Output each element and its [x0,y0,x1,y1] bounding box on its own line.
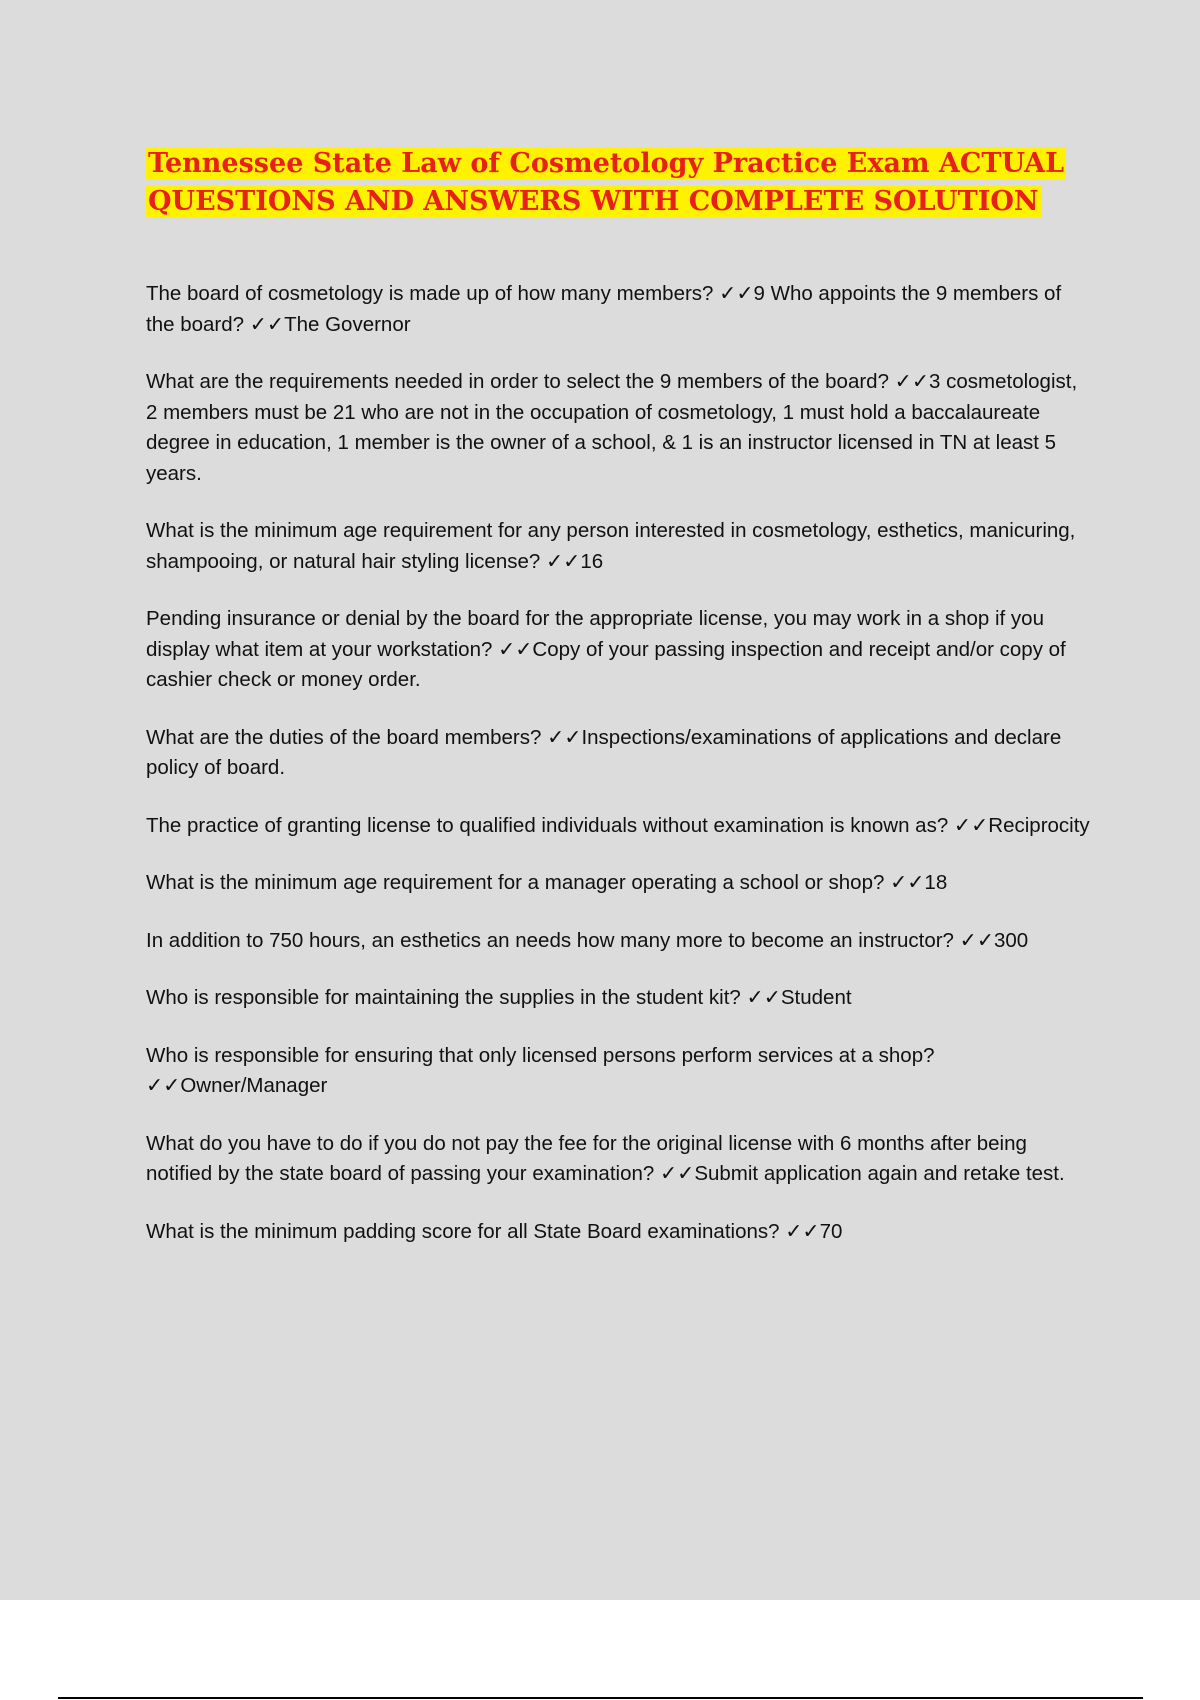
title-line-2: QUESTIONS AND ANSWERS WITH COMPLETE SOLUTION [148,186,1039,217]
qa-item: What is the minimum age requirement for any person interested in cosmetology, esthetics, manicuring, shampooing, or natural hair styling license? ✓✓16 [146,519,1076,573]
qa-item: Who is responsible for maintaining the supplies in the student kit? ✓✓Student [146,986,852,1009]
title-line-1: Tennessee State Law of Cosmetology Practice Exam ACTUAL [148,148,1065,179]
qa-item: What are the duties of the board members? ✓✓Inspections/examinations of applications and declare policy of board. [146,725,1062,779]
qa-item: What do you have to do if you do not pay the fee for the original license with 6 months after being notified by the state board of passing your examination? ✓✓Submit application again and retake test. [146,1131,1065,1185]
qa-item: The practice of granting license to qualified individuals without examination is known as? ✓✓Reciprocity [146,813,1090,837]
footer-divider [58,1697,1143,1699]
qa-item: What is the minimum padding score for all State Board examinations? ✓✓70 [146,1219,843,1243]
qa-item: Who is responsible for ensuring that only licensed persons perform services at a shop? ✓✓Owner/Manager [146,1043,935,1097]
qa-item: What is the minimum age requirement for a manager operating a school or shop? ✓✓18 [146,871,948,894]
page-title [146,145,1086,221]
qa-item: The board of cosmetology is made up of how many members? ✓✓9 Who appoints the 9 members of the board? ✓✓The Governor [146,282,1062,336]
qa-list [146,279,1091,1274]
qa-item: In addition to 750 hours, an esthetics an needs how many more to become an instructor? ✓✓300 [146,928,1029,952]
qa-item: Pending insurance or denial by the board for the appropriate license, you may work in a shop if you display what item at your workstation? ✓✓Copy of your passing inspection and receipt and/or copy of cashier check or money order. [146,607,1066,691]
qa-item: What are the requirements needed in order to select the 9 members of the board? ✓✓3 cosmetologist, 2 members must be 21 who are not in the occupation of cosmetology, 1 must hold a baccalaureate degree in education, 1 member is the owner of a school, & 1 is an instructor licensed in TN at least 5 years. [146,370,1078,485]
